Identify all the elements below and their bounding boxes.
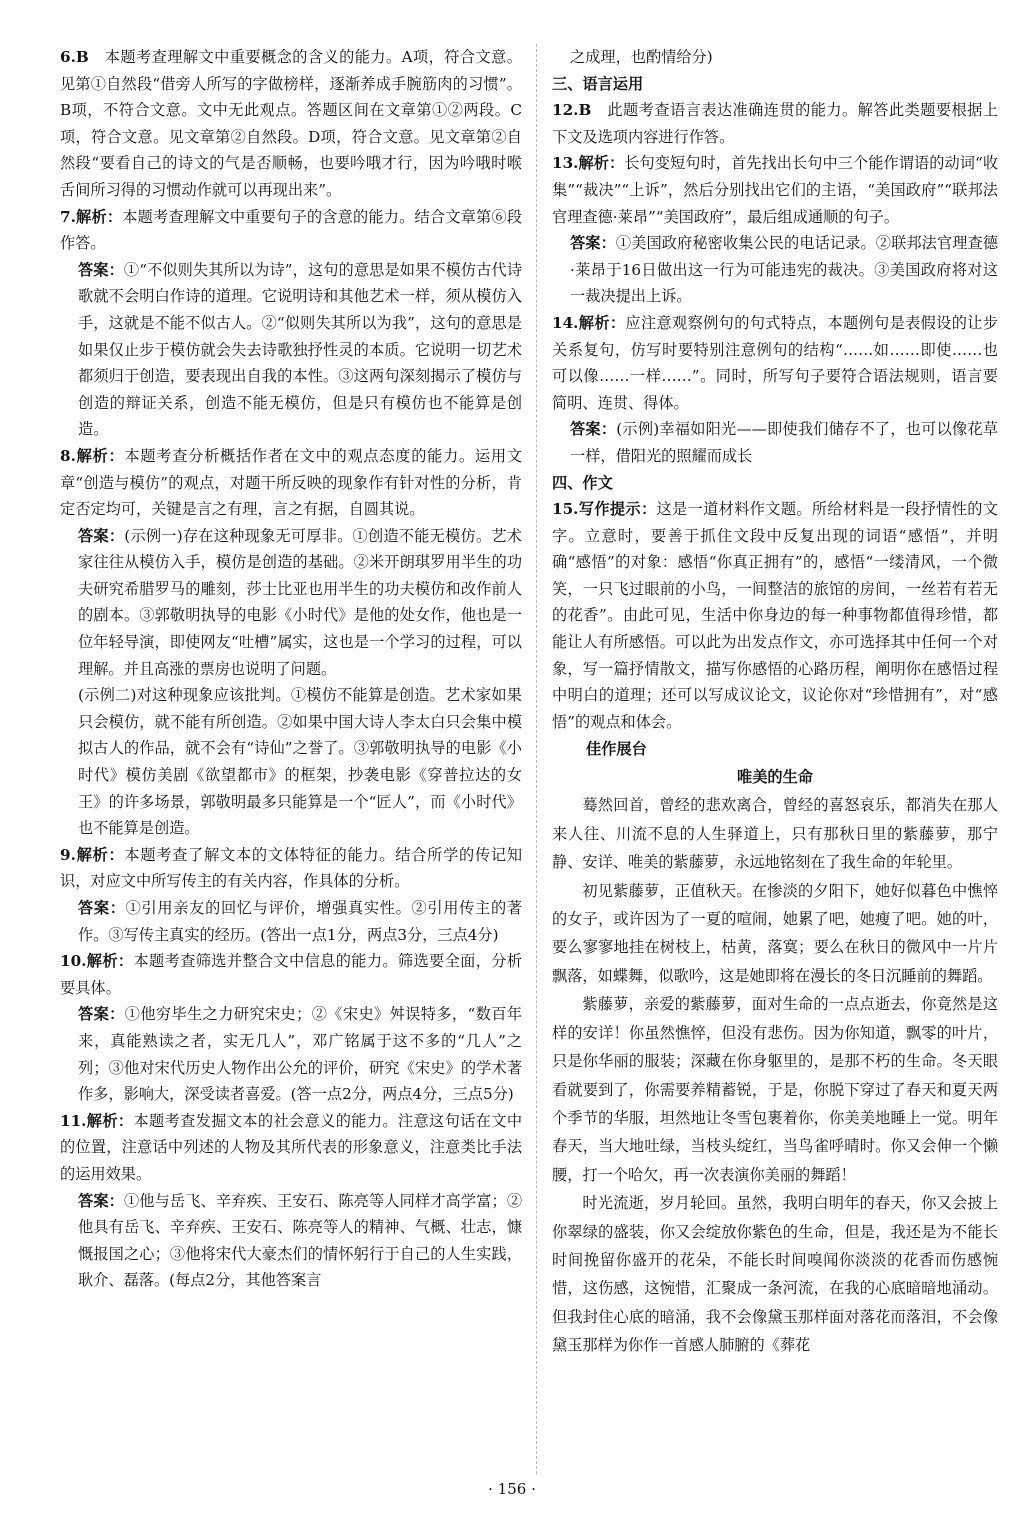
essay-title: 唯美的生命 [737, 768, 813, 787]
label-keyword: 答案： [78, 1191, 124, 1210]
question-item [60, 204, 522, 257]
body-text: (示例)幸福如阳光——即使我们储存不了，也可以像花草一样，借阳光的照耀而成长 [570, 420, 999, 465]
body-text: 本题考查理解文中重要概念的含义的能力。A项，符合文意。见第①自然段“借旁人所写的字做榜样，逐渐养成手腕筋肉的习惯”。B项，不符合文意。文中无此观点。答题区间在文章第①②两段。C项，符合文意。见文章第②自然段。D项，符合文意。见文章第②自然段“要看自己的诗文的气是否顺畅，也要吟哦才行，因为吟哦时喉舌间所习得的习惯动作就可以再现出来”。 [60, 48, 522, 199]
label-keyword: B [75, 48, 89, 66]
question-item [552, 150, 998, 230]
answer-block [552, 230, 998, 310]
question-item [60, 44, 522, 204]
question-number: 15. [552, 500, 579, 519]
body-text: 此题考查语言表达准确连贯的能力。解答此类题要根据上下文及选项内容进行作答。 [552, 101, 998, 146]
label-keyword: 解析： [75, 207, 123, 226]
section-heading: 三、语言运用 [552, 74, 644, 93]
body-text: 本题考查分析概括作者在文中的观点态度的能力。运用文章“创造与模仿”的观点，对题干所反映的现象作有针对性的分析，肯定否定均可，关键是言之有理，言之有据，自圆其说。 [60, 446, 522, 519]
body-text: ①“不似则失其所以为诗”，这句的意思是如果不模仿古代诗歌就不会明白作诗的道理。它说明诗和其他艺术一样，须从模仿入手，这就是不能不似古人。②“似则失其所以为我”，这句的意思是如果仅止步于模仿就会失去诗歌独抒性灵的本质。它说明一切艺术都须归于创造，要表现出自我的本性。③这两句深刻揭示了模仿与创造的辩证关系，创造不能无模仿，但是只有模仿也不能算是创造。 [78, 260, 523, 439]
essay-paragraph: 蓦然回首，曾经的悲欢离合，曾经的喜怒哀乐，都消失在那人来人往、川流不息的人生驿道上，只有那秋日里的紫藤萝，那宁静、安详、唯美的紫藤萝，永远地铭刻在了我生命的年轮里。 [552, 796, 998, 872]
essay-paragraph: 紫藤萝，亲爱的紫藤萝，面对生命的一点点逝去，你竟然是这样的安详！你虽然憔悴，但没有悲伤。因为你知道，飘零的叶片，只是你华丽的服装；深藏在你身躯里的，是那不朽的生命。冬天眼看就要到了，你需要养精蓄锐，于是，你脱下穿过了春天和夏天两个季节的华服，坦然地让冬雪包裹着你，你美美地睡上一觉。明年春天，当大地吐绿，当枝头绽红，当鸟雀呼晴时。你又会伸一个懒腰，打一个哈欠，再一次表演你美丽的舞蹈！ [552, 995, 998, 1184]
label-keyword: 写作提示： [578, 500, 657, 519]
label-keyword: 答案： [570, 420, 617, 439]
body-text: ①美国政府秘密收集公民的电话记录。②联邦法官理查德·莱昂于16日做出这一行为可能违宪的裁决。③美国政府将对这一裁决提出上诉。 [570, 234, 999, 306]
question-number: 9. [60, 845, 76, 864]
body-text: 之成理，也酌情给分) [570, 48, 713, 66]
question-number: 14. [552, 313, 579, 332]
label-keyword: 解析： [75, 446, 125, 465]
question-item [552, 97, 998, 150]
body-text: 本题考查了解文本的文体特征的能力。结合所学的传记知识，对应文中所写传主的有关内容，作具体的分析。 [60, 845, 522, 891]
question-number: 7. [60, 207, 76, 226]
body-text: ①引用亲友的回忆与评价，增强真实性。②引用传主的著作。③写传主真实的经历。(答出一点1分，两点3分，三点4分) [78, 899, 523, 944]
body-text: ①他与岳飞、辛弃疾、王安石、陈亮等人同样才高学富；②他具有岳飞、辛弃疾、王安石、陈亮等人的精神、气概、壮志，慷慨报国之心；③他将宋代大豪杰们的情怀躬行于自己的人生实践，耿介、磊落。(每点2分，其他答案言 [78, 1191, 523, 1290]
body-text: ①他穷毕生之力研究宋史；②《宋史》舛误特多，“数百年来，真能熟读之者，实无几人”，邓广铭属于这不多的“几人”之列；③他对宋代历史人物作出公允的评价，研究《宋史》的学术著作多，影响大，深受读者喜爱。(答一点2分，两点4分，三点5分) [78, 1005, 523, 1104]
question-number: 10. [60, 952, 87, 971]
label-keyword: 答案： [78, 260, 124, 279]
body-text: 这是一道材料作文题。所给材料是一段抒情性的文字。立意时，要善于抓住文段中反复出现的词语“感悟”，并明确“感悟”的对象：感悟“你真正拥有”的，感悟“一缕清风，一个微笑，一只飞过眼前的小鸟，一间整洁的旅馆的房间，一丝若有若无的花香”。由此可见，生活中你身边的每一种事物都值得珍惜，都能让人有所感悟。可以此为出发点作文，亦可选择其中任何一个对象，写一篇抒情散文，描写你感悟的心路历程，阐明你在感悟过程中明白的道理；还可以写成议论文，议论你对“珍惜拥有”，对“感悟”的观点和体会。 [552, 500, 999, 731]
question-item [552, 496, 998, 735]
label-keyword: 解析： [578, 313, 626, 332]
question-number: 12. [552, 101, 579, 120]
right-column [552, 44, 998, 1360]
left-column [60, 44, 522, 1294]
answer-section [552, 44, 998, 735]
question-number: 8. [60, 446, 76, 465]
body-text: 长句变短句时，首先找出长句中三个能作谓语的动词“收集”“裁决”“上诉”，然后分别找出它们的主语，“美国政府”“联邦法官理查德·莱昂”“美国政府”，最后组成通顺的句子。 [552, 154, 999, 226]
question-item [60, 948, 522, 1001]
label-keyword: 解析： [86, 952, 134, 971]
answer-block [60, 895, 522, 948]
answer-block [60, 257, 522, 443]
label-keyword: 解析： [75, 845, 125, 864]
question-number: 11. [60, 1111, 87, 1130]
question-number: 13. [552, 154, 579, 173]
body-text: 本题考查筛选并整合文中信息的能力。筛选要全面，分析要具体。 [60, 952, 523, 997]
body-text: (示例一)存在这种现象无可厚非。①创造不能无模仿。艺术家往往从模仿入手，模仿是创造的基础。②米开朗琪罗用半生的功夫研究希腊罗马的雕刻，莎士比亚也用半生的功夫模仿和改作前人的剧本。③郭敬明执导的电影《小时代》是他的处女作，他也是一位年轻导演，即使网友“吐槽”属实，这也是一个学习的过程，可以理解。并且高涨的票房也说明了问题。 [78, 526, 522, 678]
section-heading: 四、作文 [552, 473, 613, 492]
question-item [60, 443, 522, 523]
question-item [60, 842, 522, 895]
answer-block [60, 523, 522, 683]
answer-block [552, 416, 998, 469]
question-item [60, 1108, 522, 1188]
label-keyword: B [578, 101, 592, 120]
column-divider [536, 44, 538, 1474]
label-keyword: 答案： [78, 1005, 125, 1024]
body-text: 本题考查理解文中重要句子的含意的能力。结合文章第⑥段作答。 [60, 207, 523, 253]
label-keyword: 解析： [86, 1111, 134, 1130]
question-item [552, 310, 998, 416]
body-text: 本题考查发掘文本的社会意义的能力。注意这句话在文中的位置，注意话中列述的人物及其所代表的形象意义，注意类比手法的运用效果。 [60, 1111, 523, 1183]
answer-block [552, 44, 998, 71]
answer-block [60, 1188, 522, 1294]
showcase-label: 佳作展台 [586, 740, 647, 759]
essay-paragraph: 初见紫藤萝，正值秋天。在惨淡的夕阳下，她好似暮色中憔悴的女子，或许因为了一夏的喧闹，她累了吧，她瘦了吧。她的叶，要么寥寥地挂在树枝上，枯黄，落寞；要么在秋日的微风中一片片飘落，如蝶舞，似歌吟，这是她即将在漫长的冬日沉睡前的舞蹈。 [552, 881, 998, 985]
page-number: · 156 · [488, 1480, 536, 1498]
answer-block [60, 682, 522, 842]
label-keyword: 答案： [78, 899, 126, 917]
label-keyword: 解析： [578, 154, 625, 173]
label-keyword: 答案： [570, 234, 616, 253]
essay-paragraph: 时光流逝，岁月轮回。虽然，我明白明年的春天，你又会披上你翠绿的盛装，你又会绽放你紫色的生命，但是，我还是为不能长时间挽留你盛开的花朵，不能长时间嗅闻你淡淡的花香而伤感惋惜，这伤感，这惋惜，汇聚成一条河流，在我的心底暗暗地涌动。但我封住心底的暗涌，我不会像黛玉那样面对落花而落泪，不会像黛玉那样为你作一首感人肺腑的《葬花 [552, 1194, 998, 1355]
answer-block [60, 1001, 522, 1107]
body-text: (示例二)对这种现象应该批判。①模仿不能算是创造。艺术家如果只会模仿，就不能有所创造。②如果中国大诗人李太白只会集中模拟古人的作品，就不会有“诗仙”之誉了。③郭敬明执导的电影《小时代》模仿美剧《欲望都市》的框架，抄袭电影《穿普拉达的女王》的许多场景，郭敬明最多只能算是一个“匠人”，而《小时代》也不能算是创造。 [78, 686, 522, 838]
essay-body [552, 791, 998, 1359]
question-number: 6. [60, 48, 76, 66]
body-text: 应注意观察例句的句式特点，本题例句是表假设的让步关系复句，仿写时要特别注意例句的结构“……如……即使……也可以像……一样……”。同时，所写句子要符合语法规则，语言要简明、连贯、得体。 [552, 313, 999, 412]
label-keyword: 答案： [78, 526, 125, 545]
